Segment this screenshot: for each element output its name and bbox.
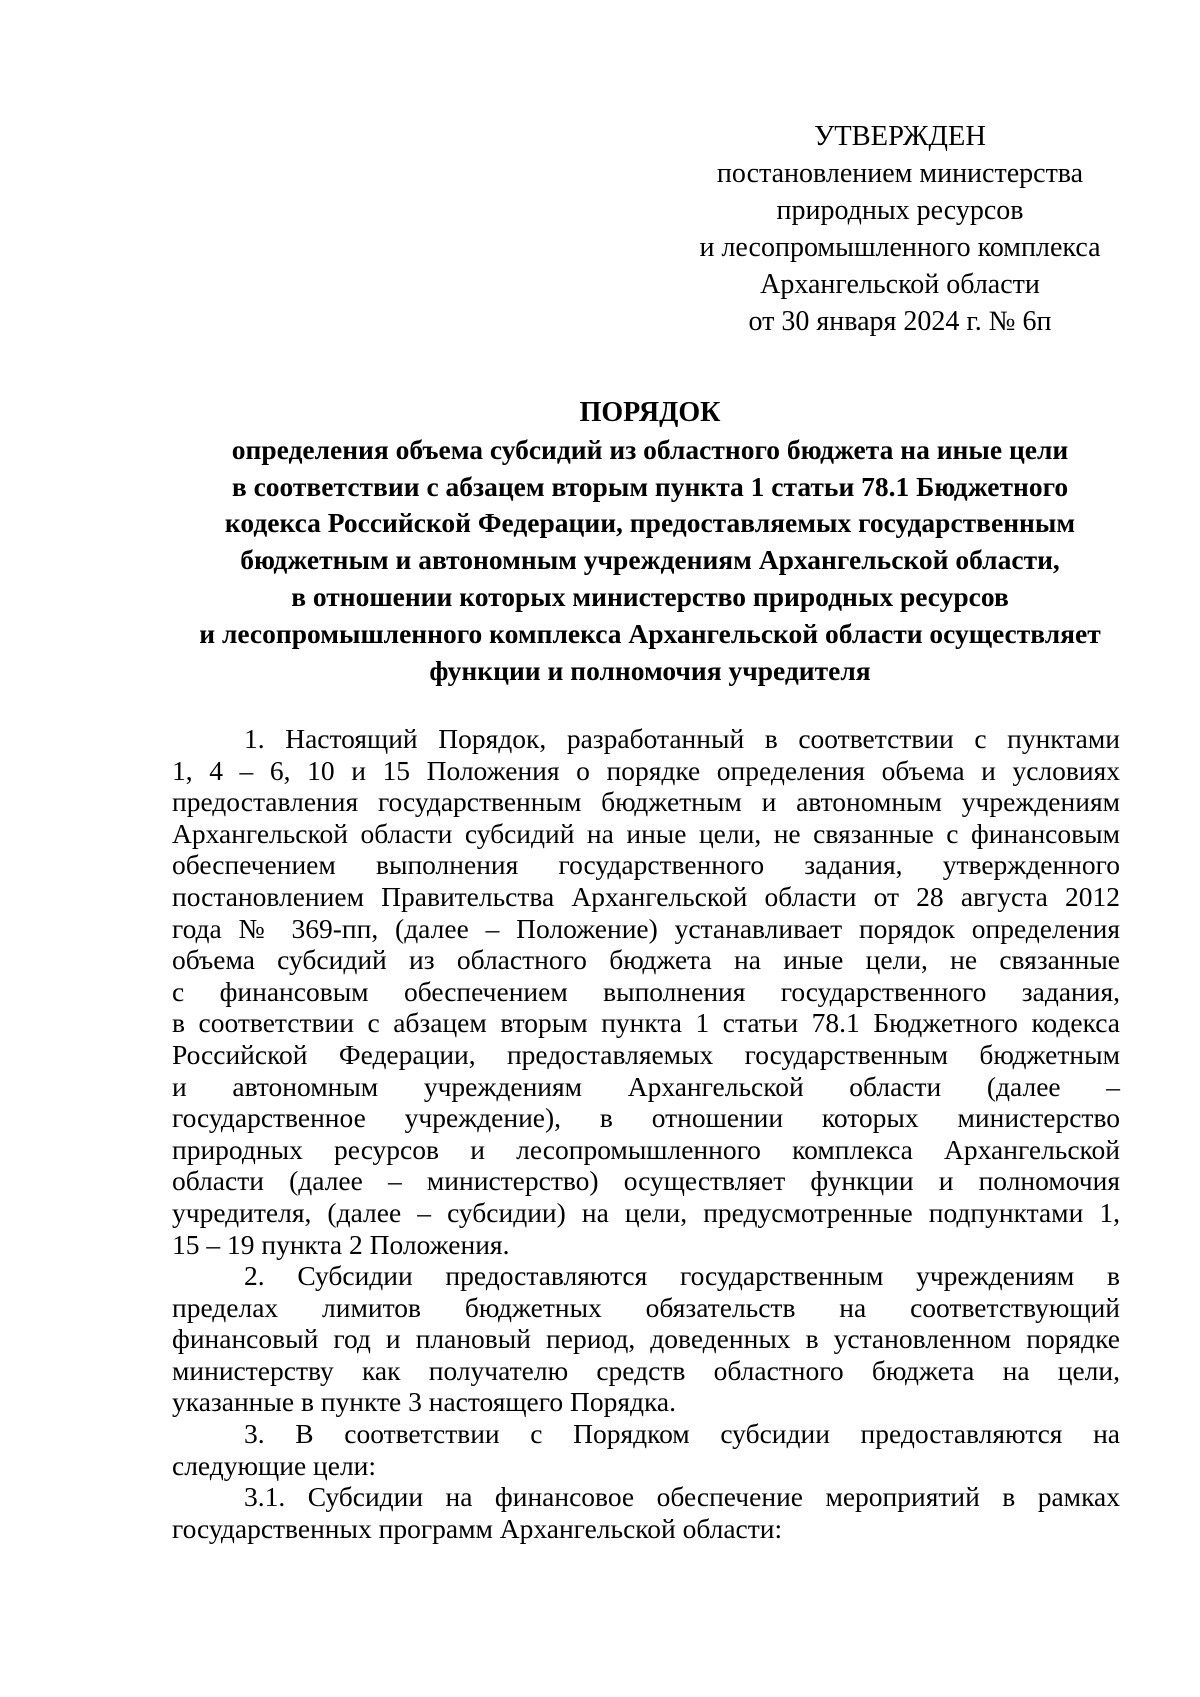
paragraph-3-line: 3. В соответствии с Порядком субсидии предоставляются на bbox=[244, 1418, 1120, 1450]
approval-stamp bbox=[680, 118, 1120, 340]
paragraph-1-line: постановлением Правительства Архангельской области от 28 августа 2012 bbox=[172, 880, 1120, 912]
paragraph-1-line: государственное учреждение), в отношении которых министерство bbox=[172, 1102, 1120, 1134]
approval-line: природных ресурсов bbox=[776, 195, 1024, 226]
document-body bbox=[172, 723, 1120, 1544]
paragraph-1-line: с финансовым обеспечением выполнения государственного задания, bbox=[172, 975, 1120, 1007]
title-line: кодекса Российской Федерации, предоставляемых государственным bbox=[224, 507, 1076, 539]
paragraph-2-line: пределах лимитов бюджетных обязательств на соответствующий bbox=[172, 1291, 1120, 1323]
paragraph-3-1-line: 3.1. Субсидии на финансовое обеспечение мероприятий в рамках bbox=[244, 1481, 1120, 1513]
paragraph-1-line: 1, 4 – 6, 10 и 15 Положения о порядке определения объема и условиях bbox=[172, 754, 1120, 786]
paragraph-2-line: указанные в пункте 3 настоящего Порядка. bbox=[172, 1386, 677, 1418]
title-line: бюджетным и автономным учреждениям Архангельской области, bbox=[240, 544, 1060, 576]
paragraph-1-line: и автономным учреждениям Архангельской области (далее – bbox=[172, 1070, 1120, 1102]
paragraph-1-line: Российской Федерации, предоставляемых государственным бюджетным bbox=[172, 1038, 1120, 1070]
paragraph-1-line: предоставления государственным бюджетным и автономным учреждениям bbox=[172, 786, 1120, 818]
paragraph-1-line: объема субсидий из областного бюджета на иные цели, не связанные bbox=[172, 944, 1120, 976]
title-line: в соответствии с абзацем вторым пункта 1 статьи 78.1 Бюджетного bbox=[231, 470, 1069, 502]
paragraph-2-line: 2. Субсидии предоставляются государственным учреждениям в bbox=[244, 1260, 1120, 1292]
paragraph-2-line: финансовый год и плановый период, доведенных в установленном порядке bbox=[172, 1323, 1120, 1355]
paragraph-1-line: в соответствии с абзацем вторым пункта 1 статьи 78.1 Бюджетного кодекса bbox=[172, 1007, 1120, 1039]
title-line: в отношении которых министерство природных ресурсов bbox=[291, 580, 1009, 612]
document-title bbox=[140, 395, 1160, 689]
title-main: ПОРЯДОК bbox=[579, 397, 721, 428]
paragraph-3-1-line: государственных программ Архангельской области: bbox=[172, 1512, 783, 1544]
title-line: функции и полномочия учредителя bbox=[429, 654, 871, 686]
paragraph-1-line: учредителя, (далее – субсидии) на цели, предусмотренные подпунктами 1, bbox=[172, 1196, 1120, 1228]
paragraph-1-line: природных ресурсов и лесопромышленного комплекса Архангельской bbox=[172, 1133, 1120, 1165]
title-line: определения объема субсидий из областного бюджета на иные цели bbox=[231, 433, 1069, 465]
approval-line: от 30 января 2024 г. № 6п bbox=[748, 306, 1052, 337]
paragraph-1-line: 15 – 19 пункта 2 Положения. bbox=[172, 1228, 510, 1260]
paragraph-2-line: министерству как получателю средств областного бюджета на цели, bbox=[172, 1354, 1120, 1386]
paragraph-1-line: обеспечением выполнения государственного задания, утвержденного bbox=[172, 849, 1120, 881]
paragraph-3-line: следующие цели: bbox=[172, 1449, 377, 1481]
approval-line: и лесопромышленного комплекса bbox=[699, 232, 1101, 263]
title-line: и лесопромышленного комплекса Архангельской области осуществляет bbox=[199, 617, 1101, 649]
paragraph-1-line: года № 369-пп, (далее – Положение) устанавливает порядок определения bbox=[172, 912, 1120, 944]
approval-line: постановлением министерства bbox=[716, 158, 1084, 189]
approval-line: Архангельской области bbox=[760, 269, 1040, 300]
paragraph-1-line: области (далее – министерство) осуществляет функции и полномочия bbox=[172, 1165, 1120, 1197]
paragraph-1-line: 1. Настоящий Порядок, разработанный в соответствии с пунктами bbox=[244, 723, 1120, 754]
paragraph-1-line: Архангельской области субсидий на иные цели, не связанные с финансовым bbox=[172, 817, 1120, 849]
approval-heading: УТВЕРЖДЕН bbox=[814, 121, 986, 152]
